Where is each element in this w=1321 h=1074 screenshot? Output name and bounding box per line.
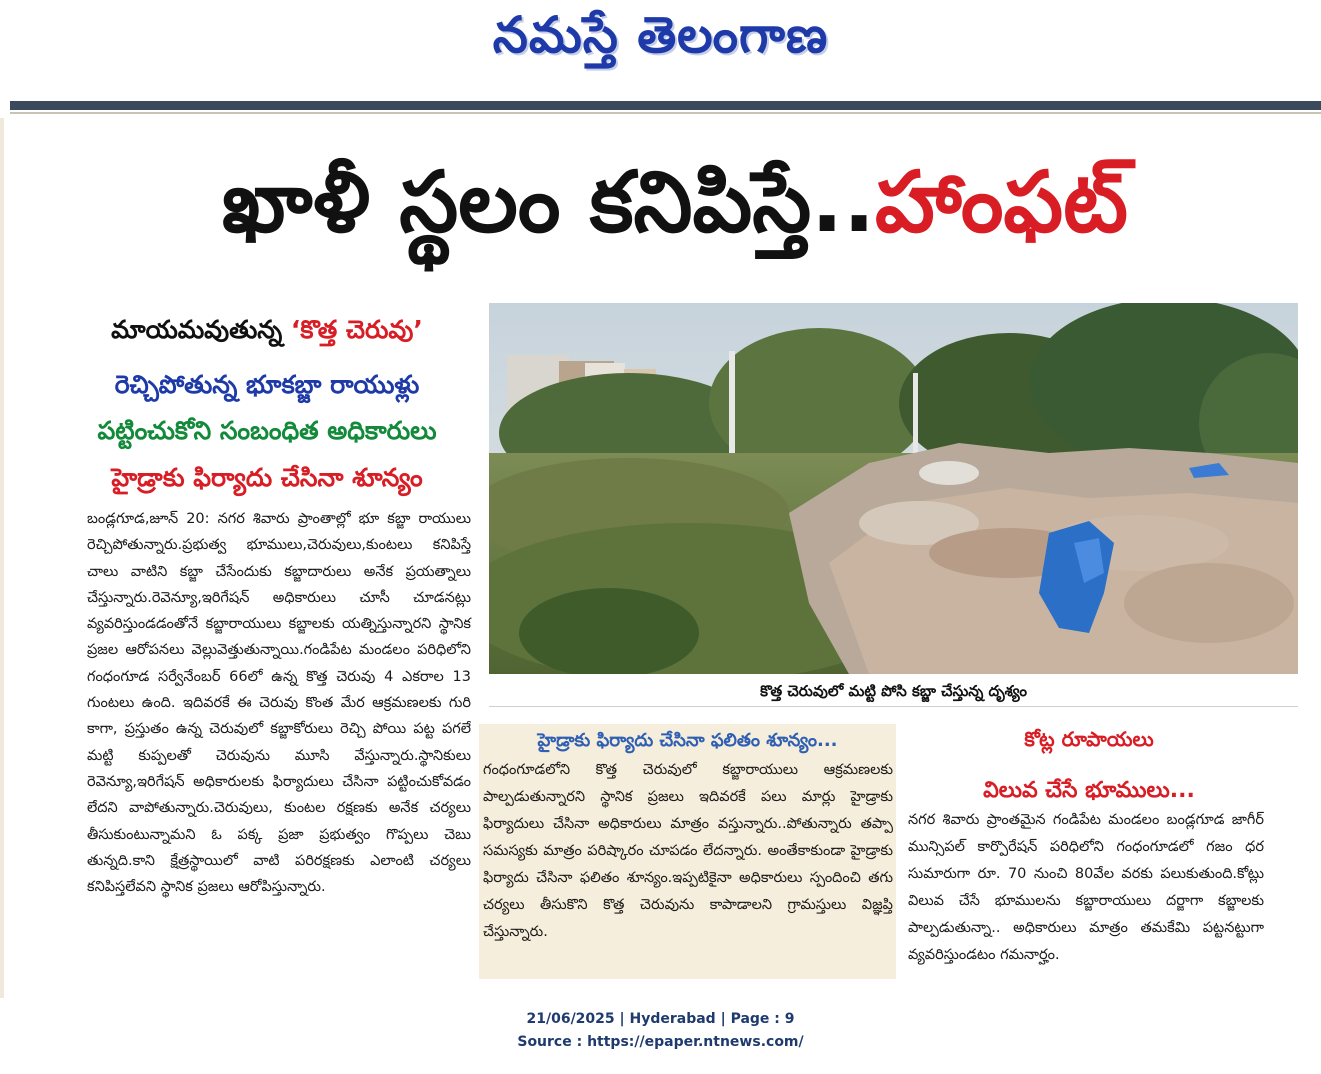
headline-black: ఖాళీ స్థలం కనిపిస్తే.. (221, 153, 875, 251)
deck-line-1-red: ‘కొత్త చెరువు’ (290, 315, 423, 344)
caption-divider (489, 706, 1298, 707)
masthead-rule-thin (10, 112, 1321, 114)
newspaper-logo: నమస్తే తెలంగాణ (492, 6, 829, 64)
box-story-text: గంధంగూడలోని కొత్త చెరువులో కబ్జారాయులు ఆక్రమణలకు పాల్పడుతున్నారని స్థానిక ప్రజలు ఇదివరకే పలు మార్లు హైడ్రాకు ఫిర్యాదులు చేసినా అధికారులు మాత్రం వస్తున్నారు..పోతున్నారు తప్పా సమస్యకు మాత్రం పరిష్కారం చూపడం లేదన్నారు. అంతేకాకుండా హైడ్రాకు ఫిర్యాదు చేసినా ఫలితం శూన్యం.ఇప్పటికైనా అధికారులు స్పందించి తగు చర్యలు తీసుకొని కొత్త చెరువును కాపాడాలని గ్రామస్తులు విజ్ఞప్తి చేస్తున్నారు. (483, 762, 893, 940)
deck-line-2: రెచ్చిపోతున్న భూకబ్జా రాయుళ్లు (114, 370, 420, 399)
news-photo (489, 303, 1298, 674)
side-story-text: నగర శివారు ప్రాంతమైన గండిపేట మండలం బండ్లగూడ జాగీర్ మున్సిపల్ కార్పొరేషన్ పరిధిలోని గంధంగూడలో గజం ధర సుమారుగా రూ. 70 నుంచి 80వేల వరకు పలుకుతుంది.కోట్లు విలువ చేసే భూములను కబ్జారాయులు దర్జాగా కబ్జాలకు పాల్పడుతున్నా.. అధికారులు మాత్రం తమకేమి పట్టనట్టుగా వ్యవరిస్తుండటం గమనార్హం. (908, 812, 1264, 963)
footer-source-line: Source : https://epaper.ntnews.com/ (517, 1034, 804, 1050)
headline-red: హాంఫట్ (875, 153, 1129, 251)
masthead (0, 0, 1321, 98)
footer-date-line: 21/06/2025 | Hyderabad | Page : 9 (526, 1011, 795, 1027)
side-story-title-1: కోట్ల రూపాయలు (1024, 727, 1154, 751)
photo-caption: కొత్త చెరువులో మట్టి పోసి కబ్జా చేస్తున్న దృశ్యం (760, 682, 1027, 700)
lake-encroachment-photo (489, 303, 1298, 674)
side-story-title-2: విలువ చేసే భూములు... (983, 778, 1195, 803)
page-edge (0, 118, 4, 998)
box-story-title: హైడ్రాకు ఫిర్యాదు చేసినా ఫలితం శూన్యం... (537, 730, 838, 751)
headline (40, 122, 1310, 282)
page-footer (0, 1008, 1321, 1054)
deck-line-1 (66, 312, 468, 348)
deck-line-4: హైడ్రాకు ఫిర్యాదు చేసినా శూన్యం (111, 463, 423, 492)
main-story-text: బండ్లగూడ,జూన్ 20: నగర శివారు ప్రాంతాల్లో భూ కబ్జా రాయులు రెచ్చిపోతున్నారు.ప్రభుత్వ భూములు,చెరువులు,కుంటలు కనిపిస్తే చాలు వాటిని కబ్జా చేసేందుకు కబ్జాదారులు అనేక ప్రయత్నాలు చేస్తున్నారు.రెవెన్యూ,ఇరిగేషన్ అధికారులు చూసీ చూడనట్లు వ్యవరిస్తుండడంతోనే కబ్జారాయులు కబ్జాలకు యత్నిస్తున్నారని స్థానిక ప్రజల ఆరోపనలు వెల్లువెత్తుతున్నాయి.గండిపేట మండలం పరిధిలోని గంధంగూడ సర్వేనేంబర్ 66లో ఉన్న కొత్త చెరువు 4 ఎకరాల 13 గుంటలు ఉంది. ఇదివరకే ఈ చెరువు కొంత మేర ఆక్రమణలకు గురి కాగా, ప్రస్తుతం ఉన్న చెరువులో కబ్జాకోరులు రెచ్చి పోయి పట్ట పగలే మట్టి కుప్పలతో చెరువును మూసి వేస్తున్నారు.స్థానికులు రెవెన్యూ,ఇరిగేషన్ అధికారులకు ఫిర్యాదులు చేసినా పట్టించుకోవడం లేదని వాపోతున్నారు.చెరువులు, కుంటల రక్షణకు అనేక చర్యలు తీసుకుంటున్నామని ఓ పక్క ప్రజా ప్రభుత్వం గొప్పలు చెబు తున్నది.కాని క్షేత్రస్థాయిలో వాటి పరిరక్షణకు ఎలాంటి చర్యలు కనిపిస్తలేవని స్థానిక ప్రజలు ఆరోపిస్తున్నారు. (87, 511, 471, 896)
masthead-rule (10, 101, 1321, 110)
deck-line-3: పట్టించుకోని సంబంధిత అధికారులు (97, 416, 437, 445)
deck-line-1-black: మాయమవుతున్న (111, 315, 291, 344)
